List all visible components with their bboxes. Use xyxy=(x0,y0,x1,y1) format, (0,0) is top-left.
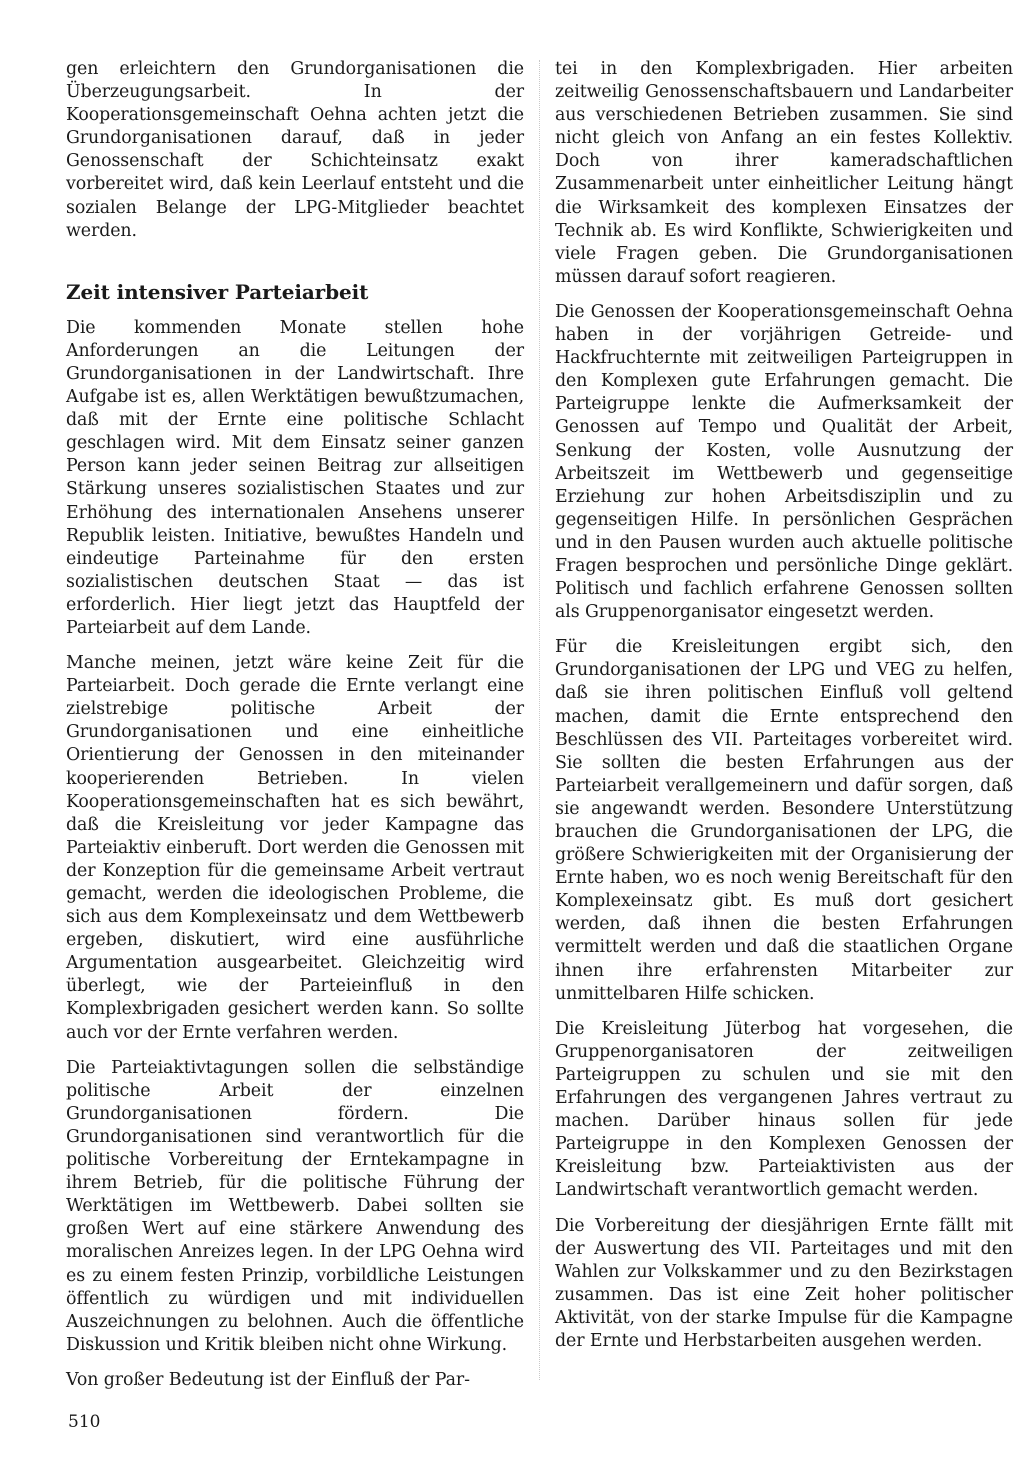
paragraph: Für die Kreisleitungen ergibt sich, den Grundorganisationen der LPG und VEG zu helfen, daß sie ihren politischen Einfluß voll geltend machen, damit die Ernte entsprechend den Beschlüssen des VII. Parteitages vorbereitet wird. Sie sollten die besten Erfahrungen aus der Parteiarbeit verallgemeinern und dafür sorgen, daß sie angewandt werden. Besondere Unterstützung brauchen die Grundorganisationen der LPG, die größere Schwierigkeiten mit der Organisierung der Ernte haben, wo es noch wenig Bereitschaft für den Komplexeinsatz gibt. Es muß dort gesichert werden, daß ihnen die besten Erfahrungen vermittelt werden und daß die staatlichen Organe ihnen ihre erfahrensten Mitarbeiter zur unmittelbaren Hilfe schicken. xyxy=(555,637,1013,1004)
intro-paragraph: gen erleichtern den Grundorganisationen die Überzeugungsarbeit. In der Kooperationsgemeinschaft Oehna achten jetzt die Grundorganisationen darauf, daß in jeder Genossenschaft der Schichteinsatz exakt vorbereitet wird, daß kein Leerlauf entsteht und die sozialen Belange der LPG-Mitglieder beachtet werden. xyxy=(66,59,524,241)
left-column xyxy=(66,58,524,1404)
paragraph: Die Parteiaktivtagungen sollen die selbständige politische Arbeit der einzelnen Grundorganisationen fördern. Die Grundorganisationen sind verantwortlich für die politische Vorbereitung der Erntekampagne in ihrem Betrieb, für die politische Führung der Werktätigen im Wettbewerb. Dabei sollten sie großen Wert auf eine stärkere Anwendung des moralischen Anreizes legen. In der LPG Oehna wird es zu einem festen Prinzip, vorbildliche Leistungen öffentlich zu würdigen und mit individuellen Auszeichnungen zu belohnen. Auch die öffentliche Diskussion und Kritik bleiben nicht ohne Wirkung. xyxy=(66,1057,524,1355)
page-number: 510 xyxy=(68,1412,101,1432)
paragraph: Die Vorbereitung der diesjährigen Ernte fällt mit der Auswertung des VII. Parteitages und mit den Wahlen zur Volkskammer und zu den Bezirkstagen zusammen. Das ist eine Zeit hoher politischer Aktivität, von der starke Impulse für die Kampagne der Ernte und Herbstarbeiten ausgehen werden. xyxy=(555,1215,1013,1351)
continuation-paragraph: tei in den Komplexbrigaden. Hier arbeiten zeitweilig Genossenschaftsbauern und Landarbeiter aus verschiedenen Betrieben zusammen. Sie sind nicht gleich von Anfang an ein festes Kollektiv. Doch von ihrer kameradschaftlichen Zusammenarbeit unter einheitlicher Leitung hängt die Wirksamkeit des komplexen Einsatzes der Technik ab. Es wird Konflikte, Schwierigkeiten und viele Fragen geben. Die Grundorganisationen müssen darauf sofort reagieren. xyxy=(555,59,1013,287)
right-column xyxy=(555,58,1013,1365)
column-divider xyxy=(539,60,540,1380)
paragraph: Die Kreisleitung Jüterbog hat vorgesehen, die Gruppenorganisatoren der zeitweiligen Parteigruppen zu schulen und sie mit den Erfahrungen des vergangenen Jahres vertraut zu machen. Darüber hinaus sollen für jede Parteigruppe in den Komplexen Genossen der Kreisleitung bzw. Parteiaktivisten aus der Landwirtschaft verantwortlich gemacht werden. xyxy=(555,1018,1013,1201)
section-heading: Zeit intensiver Parteiarbeit xyxy=(66,279,369,304)
paragraph: Von großer Bedeutung ist der Einfluß der Par- xyxy=(66,1369,470,1390)
paragraph: Die kommenden Monate stellen hohe Anforderungen an die Leitungen der Grundorganisationen in der Landwirtschaft. Ihre Aufgabe ist es, allen Werktätigen bewußtzumachen, daß mit der Ernte eine politische Schlacht geschlagen wird. Mit dem Einsatz seiner ganzen Person kann jeder seinen Beitrag zur allseitigen Stärkung unseres sozialistischen Staates und zur Erhöhung des internationalen Ansehens unserer Republik leisten. Initiative, bewußtes Handeln und eindeutige Parteinahme für den ersten sozialistischen deutschen Staat — das ist erforderlich. Hier liegt jetzt das Hauptfeld der Parteiarbeit auf dem Lande. xyxy=(66,317,524,638)
paragraph: Die Genossen der Kooperationsgemeinschaft Oehna haben in der vorjährigen Getreide- und Hackfruchternte mit zeitweiligen Parteigruppen in den Komplexen gute Erfahrungen gemacht. Die Parteigruppe lenkte die Aufmerksamkeit der Genossen auf Tempo und Qualität der Arbeit, Senkung der Kosten, volle Ausnutzung der Arbeitszeit im Wettbewerb und gegenseitige Erziehung zur hohen Arbeitsdisziplin und zu gegenseitigen Hilfe. In persönlichen Gesprächen und in den Pausen wurden auch aktuelle politische Fragen besprochen und persönliche Dinge geklärt. Politisch und fachlich erfahrene Genossen sollten als Gruppenorganisator eingesetzt werden. xyxy=(555,301,1013,623)
paragraph: Manche meinen, jetzt wäre keine Zeit für die Parteiarbeit. Doch gerade die Ernte verlangt eine zielstrebige politische Arbeit der Grundorganisationen und eine einheitliche Orientierung der Genossen in den miteinander kooperierenden Betrieben. In vielen Kooperationsgemeinschaften hat es sich bewährt, daß die Kreisleitung vor jeder Kampagne das Parteiaktiv einberuft. Dort werden die Genossen mit der Konzeption für die gemeinsame Arbeit vertraut gemacht, werden die ideologischen Probleme, die sich aus dem Komplexeinsatz und dem Wettbewerb ergeben, diskutiert, wird eine ausführliche Argumentation ausgearbeitet. Gleichzeitig wird überlegt, wie der Parteieinfluß in den Komplexbrigaden gesichert werden kann. So sollte auch vor der Ernte verfahren werden. xyxy=(66,653,524,1043)
